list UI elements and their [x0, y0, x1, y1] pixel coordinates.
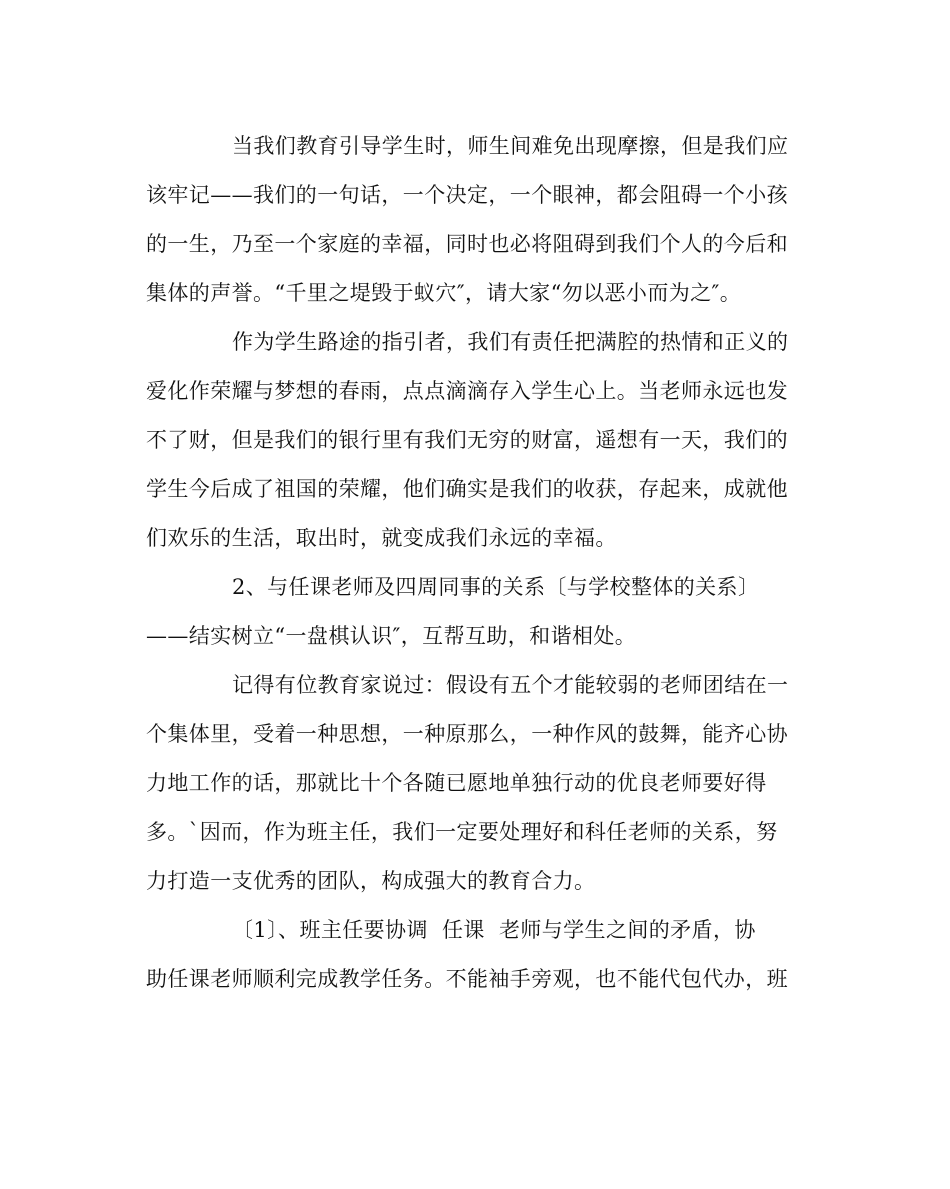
paragraph-2-line-5: 们欢乐的生活，取出时，就变成我们永远的幸福。: [146, 526, 617, 550]
paragraph-3-line-1: 记得有位教育家说过：假设有五个才能较弱的老师团结在一: [232, 673, 789, 697]
paragraph-1-line-2: 该牢记——我们的一句话，一个决定，一个眼神，都会阻碍一个小孩: [146, 183, 788, 207]
section-heading-line-1: 2、与任课老师及四周同事的关系〔与学校整体的关系〕: [232, 575, 760, 599]
paragraph-2-line-1: 作为学生路途的指引者，我们有责任把满腔的热情和正义的: [232, 330, 789, 354]
paragraph-1-line-1: 当我们教育引导学生时，师生间难免出现摩擦，但是我们应: [232, 134, 789, 158]
paragraph-3-line-2: 个集体里，受着一种思想，一种原那么，一种作风的鼓舞，能齐心协: [146, 722, 788, 746]
paragraph-1-line-3: 的一生，乃至一个家庭的幸福，同时也必将阻碍到我们个人的今后和: [146, 232, 788, 256]
paragraph-2-line-4: 学生今后成了祖国的荣耀，他们确实是我们的收获，存起来，成就他: [146, 477, 788, 501]
paragraph-3-line-5: 力打造一支优秀的团队，构成强大的教育合力。: [146, 869, 596, 893]
section-heading-line-2: ——结实树立“一盘棋认识″，互帮互助，和谐相处。: [146, 624, 637, 648]
paragraph-2-line-2: 爱化作荣耀与梦想的春雨，点点滴滴存入学生心上。当老师永远也发: [146, 379, 788, 403]
paragraph-3-line-4: 多。`因而，作为班主任，我们一定要处理好和科任老师的关系，努: [146, 820, 778, 844]
paragraph-4-line-2: 助任课老师顺利完成教学任务。不能袖手旁观，也不能代包代办，班: [146, 967, 788, 991]
paragraph-3-line-3: 力地工作的话，那就比十个各随已愿地单独行动的优良老师要好得: [146, 771, 767, 795]
paragraph-2-line-3: 不了财，但是我们的银行里有我们无穷的财富，遥想有一天，我们的: [146, 428, 788, 452]
paragraph-4-line-1: 〔1〕、班主任要协调 任课 老师与学生之间的矛盾，协: [232, 918, 756, 942]
paragraph-1-line-4: 集体的声誉。“千里之堤毁于蚁穴″，请大家“勿以恶小而为之″。: [146, 281, 742, 305]
